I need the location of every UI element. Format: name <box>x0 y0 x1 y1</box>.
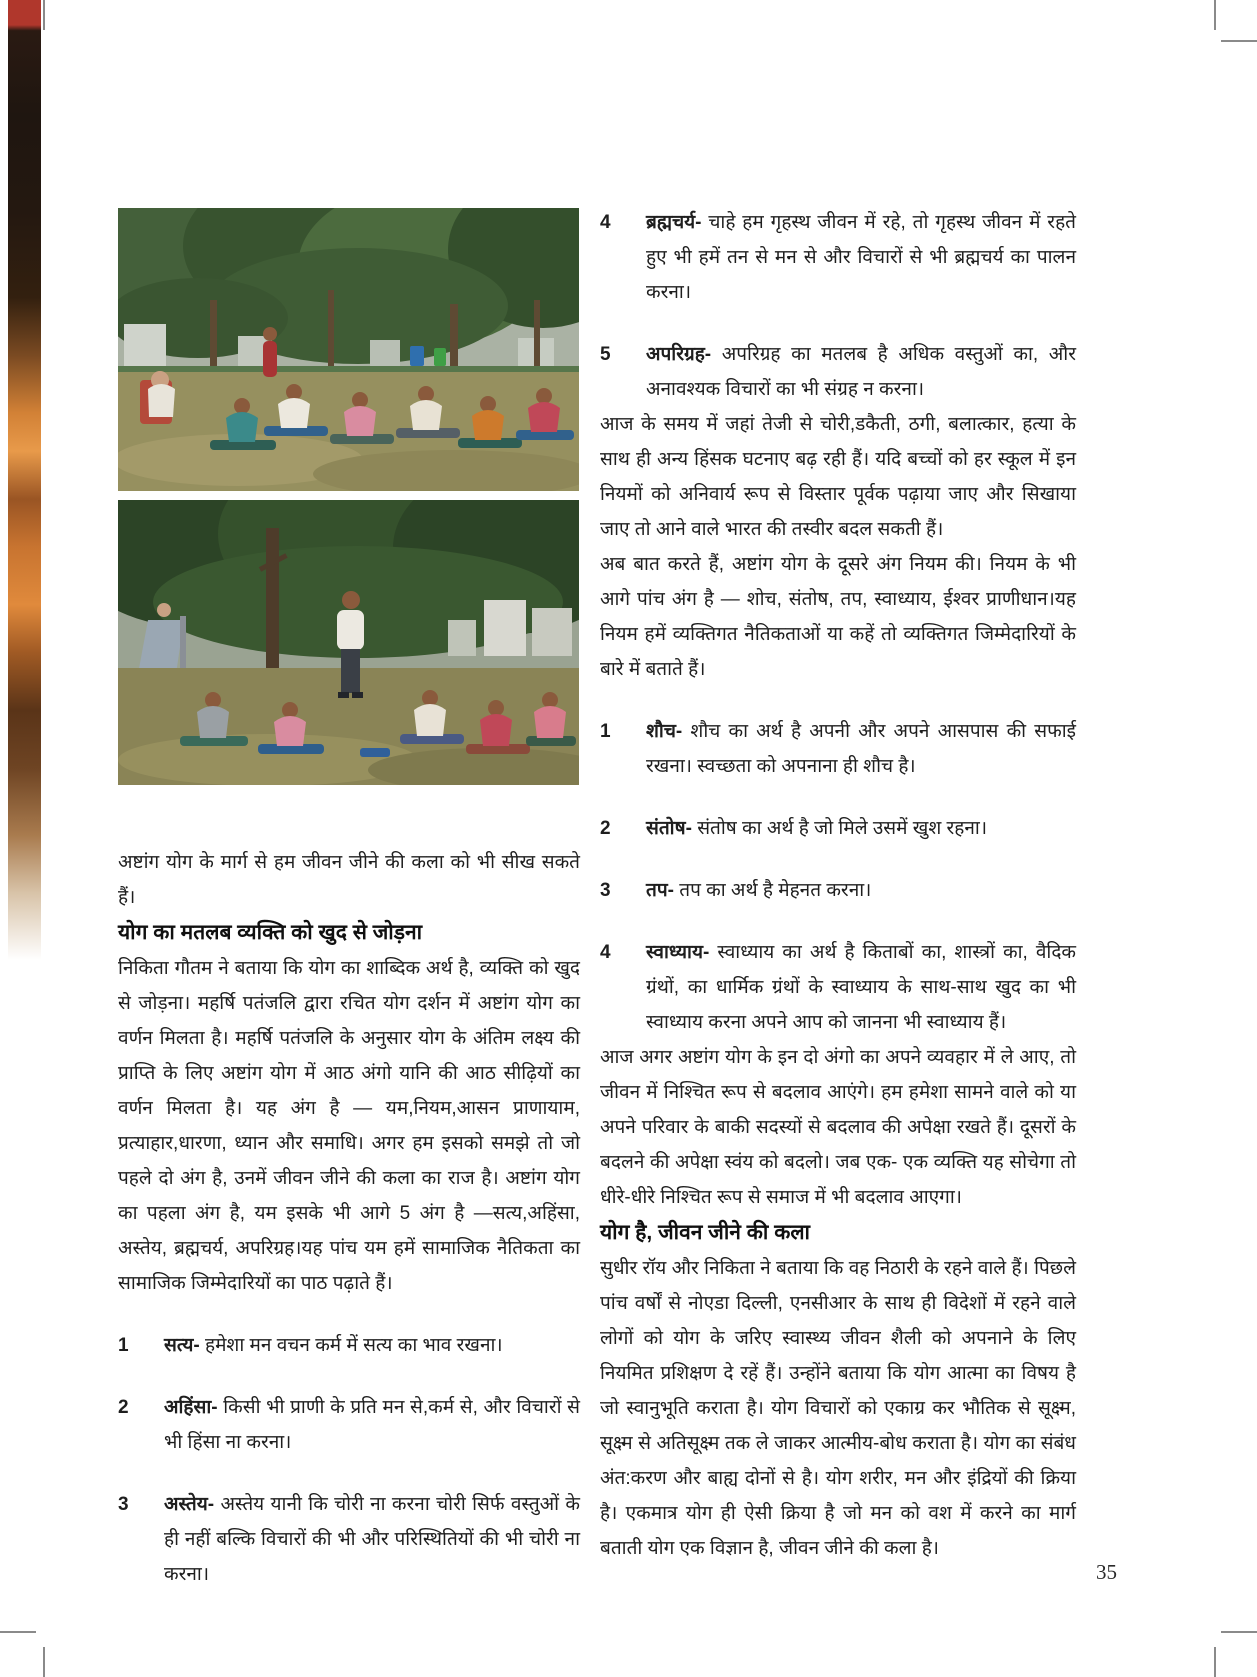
item-number: 1 <box>600 721 611 742</box>
item-term: अहिंसा- <box>164 1397 218 1418</box>
item-text: अस्तेय यानी कि चोरी ना करना चोरी सिर्फ वस्तुओं के ही नहीं बल्कि विचारों की भी और परिस्थितियों की भी चोरी ना करना। <box>164 1494 580 1585</box>
section-heading-yog-ka-matlab: योग का मतलब व्यक्ति को खुद से जोड़ना <box>118 921 423 944</box>
item-text: संतोष का अर्थ है जो मिले उसमें खुश रहना। <box>697 818 988 839</box>
item-number: 4 <box>600 942 611 963</box>
item-term: अपरिग्रह- <box>646 344 712 365</box>
crop-mark <box>43 0 45 30</box>
item-text: हमेशा मन वचन कर्म में सत्य का भाव रखना। <box>204 1335 503 1356</box>
paragraph-niyam-intro: अब बात करते हैं, अष्टांग योग के दूसरे अंग नियम की। नियम के भी आगे पांच अंग है — शोच, संतोष, तप, स्वाध्याय, ईश्वर प्राणीधान।यह नियम हमें व्यक्तिगत नैतिकताओं या कहें तो व्यक्तिगत जिम्मेदारियों के बारे में बताते हैं। <box>600 554 1076 680</box>
section-heading-yog-hai-kala: योग है, जीवन जीने की कला <box>600 1221 810 1244</box>
list-item-satya <box>118 1328 580 1363</box>
item-text: चाहे हम गृहस्थ जीवन में रहे, तो गृहस्थ जीवन में रहते हुए भी हमें तन से मन से और विचारों से भी ब्रह्मचर्य का पालन करना। <box>646 212 1076 303</box>
park-yoga-instructor-photo <box>118 500 579 785</box>
crop-mark <box>1221 40 1257 42</box>
item-number: 3 <box>118 1494 129 1515</box>
section-body: निकिता गौतम ने बताया कि योग का शाब्दिक अर्थ है, व्यक्ति को खुद से जोड़ना। महर्षि पतंजलि द्वारा रचित योग दर्शन में अष्टांग योग का वर्णन मिलता है। महर्षि पतंजलि के अनुसार योग के अंतिम लक्ष्य की प्राप्ति के लिए अष्टांग योग में आठ अंगो यानि की आठ सीढ़ियों का वर्णन मिलता है। यह अंग है — यम,नियम,आसन प्राणायाम, प्रत्याहार,धारणा, ध्यान और समाधि। अगर हम इसको समझे तो जो पहले दो अंग है, उनमें जीवन जीने की कला का राज है। अष्टांग योग का पहला अंग है, यम इसके भी आगे 5 अंग है —सत्य,अहिंसा, अस्तेय, ब्रह्मचर्य, अपरिग्रह।यह पांच यम हमें सामाजिक नैतिकता का सामाजिक जिम्मेदारियों का पाठ पढ़ाते हैं। <box>118 958 580 1294</box>
park-yoga-group-illustration <box>118 208 579 491</box>
list-item-swadhyay <box>600 935 1076 1040</box>
list-item-tap <box>600 873 1076 908</box>
intro-line: अष्टांग योग के मार्ग से हम जीवन जीने की कला को भी सीख सकते हैं। <box>118 852 580 908</box>
item-number: 4 <box>600 212 611 233</box>
item-term: तप- <box>646 880 674 901</box>
left-text-column <box>118 845 580 1592</box>
item-term: संतोष- <box>646 818 692 839</box>
list-item-brahmacharya <box>600 205 1076 310</box>
paragraph-jeevan-kala: सुधीर रॉय और निकिता ने बताया कि वह निठारी के रहने वाले हैं। पिछले पांच वर्षों से नोएडा दिल्ली, एनसीआर के साथ ही विदेशों में रहने वाले लोगों को योग के जरिए स्वास्थ्य जीवन शैली को अपनाने के लिए नियमित प्रशिक्षण दे रहें हैं। उन्होंने बताया कि योग आत्मा का विषय है जो स्वानुभूति कराता है। योग विचारों को एकाग्र कर भौतिक से सूक्ष्म, सूक्ष्म से अतिसूक्ष्म तक ले जाकर आत्मीय-बोध कराता है। योग का संबंध अंत:करण और बाह्य दोनों से है। योग शरीर, मन और इंद्रियों की क्रिया है। एकमात्र योग ही ऐसी क्रिया है जो मन को वश में करने का मार्ग बताती योग एक विज्ञान है, जीवन जीने की कला है। <box>600 1258 1076 1559</box>
park-yoga-group-photo <box>118 208 579 491</box>
item-text: शौच का अर्थ है अपनी और अपने आसपास की सफाई रखना। स्वच्छता को अपनाना ही शौच है। <box>646 721 1076 777</box>
paragraph-crime: आज के समय में जहां तेजी से चोरी,डकैती, ठगी, बलात्कार, हत्या के साथ ही अन्य हिंसक घटनाए बढ़ रही हैं। यदि बच्चों को हर स्कूल में इन नियमों को अनिवार्य रूप से विस्तार पूर्वक पढ़ाया जाए और सिखाया जाए तो आने वाले भारत की तस्वीर बदल सकती हैं। <box>600 414 1076 540</box>
list-item-asteya <box>118 1487 580 1592</box>
item-number: 5 <box>600 344 611 365</box>
item-text: स्वाध्याय का अर्थ है किताबों का, शास्त्रों का, वैदिक ग्रंथों, का धार्मिक ग्रंथों के स्वाध्याय के साथ-साथ खुद का भी स्वाध्याय करना अपने आप को जानना भी स्वाध्याय हैं। <box>646 942 1077 1033</box>
crop-mark <box>1221 1631 1257 1633</box>
crop-mark <box>0 1631 36 1633</box>
list-item-santosh <box>600 811 1076 846</box>
park-yoga-instructor-illustration <box>118 500 579 785</box>
list-item-shauch <box>600 714 1076 784</box>
item-term: स्वाध्याय- <box>646 942 710 963</box>
crop-mark <box>1214 1647 1216 1677</box>
list-item-ahinsa <box>118 1390 580 1460</box>
item-term: सत्य- <box>164 1335 200 1356</box>
list-item-aparigraha <box>600 337 1076 407</box>
item-term: अस्तेय- <box>164 1494 215 1515</box>
paragraph-badlav: आज अगर अष्टांग योग के इन दो अंगो का अपने व्यवहार में ले आए, तो जीवन में निश्चित रूप से बदलाव आएंगे। हम हमेशा सामने वाले को या अपने परिवार के बाकी सदस्यों से बदलाव की अपेक्षा रखते हैं। दूसरों के बदलने की अपेक्षा स्वंय को बदलो। जब एक- एक व्यक्ति यह सोचेगा तो धीरे-धीरे निश्चित रूप से समाज में भी बदलाव आएगा। <box>600 1047 1076 1208</box>
item-number: 1 <box>118 1335 129 1356</box>
crop-mark <box>1214 0 1216 30</box>
item-number: 3 <box>600 880 611 901</box>
item-text: अपरिग्रह का मतलब है अधिक वस्तुओं का, और अनावश्यक विचारों का भी संग्रह न करना। <box>646 344 1076 400</box>
item-term: शौच- <box>646 721 683 742</box>
item-number: 2 <box>118 1397 129 1418</box>
standing-woman-red <box>263 327 277 377</box>
right-text-column <box>600 205 1076 1566</box>
dirt-patch <box>118 734 418 785</box>
item-number: 2 <box>600 818 611 839</box>
item-text: किसी भी प्राणी के प्रति मन से,कर्म से, और विचारों से भी हिंसा ना करना। <box>164 1397 580 1453</box>
item-term: ब्रह्मचर्य- <box>646 212 702 233</box>
crop-mark <box>43 1647 45 1677</box>
item-text: तप का अर्थ है मेहनत करना। <box>679 880 872 901</box>
sunset-edge-strip-image <box>8 0 41 960</box>
page-number: 35 <box>1096 1560 1117 1584</box>
